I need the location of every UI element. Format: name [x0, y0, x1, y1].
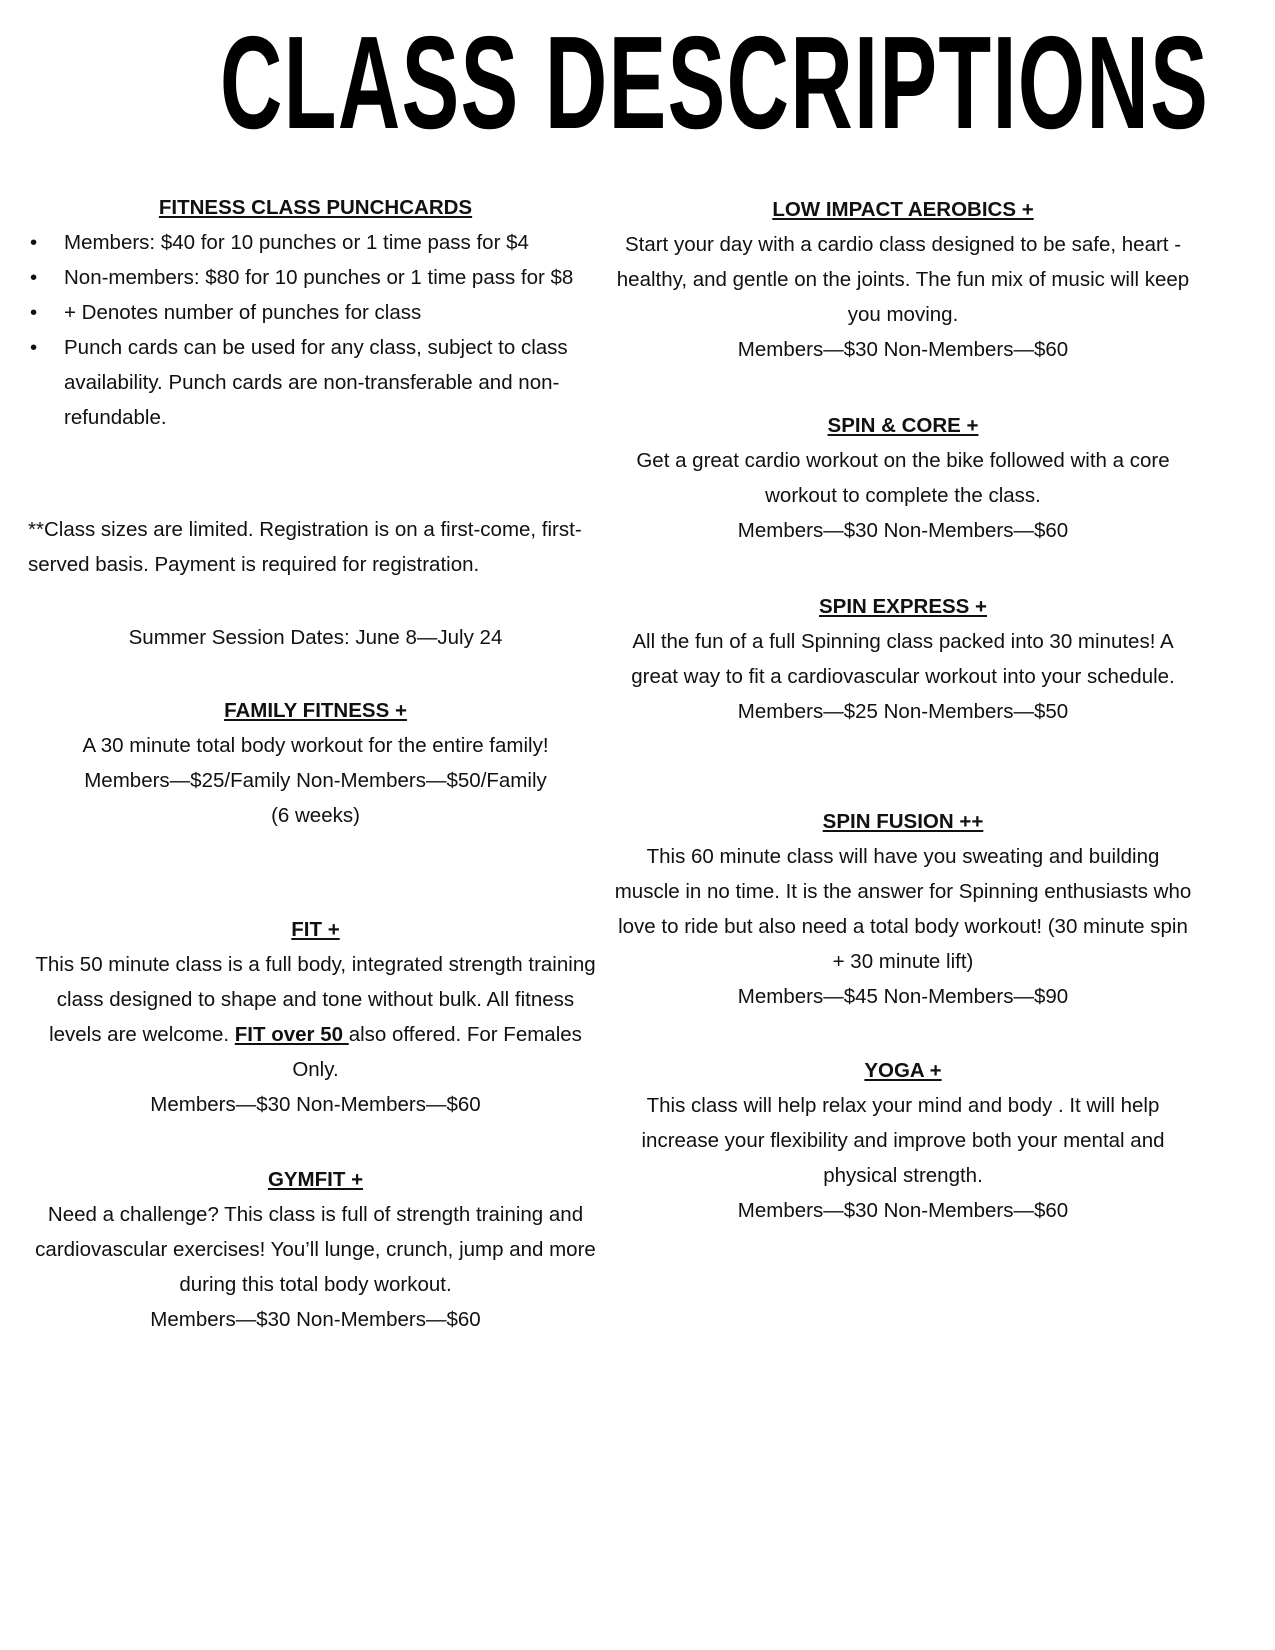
- class-price: Members—$30 Non-Members—$60: [150, 1308, 481, 1331]
- spin-express-section: [612, 589, 1194, 729]
- class-duration: (6 weeks): [271, 804, 360, 827]
- class-price: Members—$30 Non-Members—$60: [737, 519, 1069, 542]
- class-description: This class will help relax your mind and body . It will help increase your flexibility and improve both your mental and physical strength.: [641, 1094, 1165, 1187]
- class-description: Need a challenge? This class is full of strength training and cardiovascular exercises! You’ll lunge, crunch, jump and more during this total body workout.: [35, 1203, 596, 1296]
- class-price: Members—$30 Non-Members—$60: [737, 338, 1069, 361]
- class-description: Start your day with a cardio class designed to be safe, heart -healthy, and gentle on the joints. The fun mix of music will keep you moving.: [616, 233, 1190, 326]
- class-description: All the fun of a full Spinning class packed into 30 minutes! A great way to fit a cardiovascular workout into your schedule.: [631, 630, 1175, 688]
- class-price: Members—$45 Non-Members—$90: [737, 985, 1069, 1008]
- description-text: This 50 minute class is a full body, integrated strength training class designed to shape and tone without bulk. All fitness levels are welcome.: [35, 953, 596, 1046]
- page-title: CLASS DESCRIPTIONS: [219, 9, 1210, 156]
- fit-over-50-text: FIT over 50: [234, 1023, 349, 1046]
- section-heading: SPIN & CORE +: [827, 414, 979, 437]
- low-impact-aerobics-section: [612, 192, 1194, 367]
- class-description: [28, 947, 603, 1087]
- section-heading: LOW IMPACT AEROBICS +: [772, 198, 1034, 221]
- family-fitness-section: [28, 693, 603, 833]
- description-text: also offered. For Females Only.: [292, 1023, 582, 1081]
- session-dates: Summer Session Dates: June 8—July 24: [128, 626, 503, 649]
- yoga-section: [612, 1053, 1194, 1228]
- punchcard-list: [28, 225, 603, 435]
- class-description: Get a great cardio workout on the bike followed with a core workout to complete the class.: [636, 449, 1170, 507]
- section-heading: SPIN FUSION ++: [822, 810, 984, 833]
- class-description: This 60 minute class will have you sweating and building muscle in no time. It is the answer for Spinning enthusiasts who love to ride but also need a total body workout! (30 minute spin + 30 minute lift): [614, 845, 1192, 973]
- list-item: • + Denotes number of punches for class: [28, 295, 603, 330]
- class-price: Members—$30 Non-Members—$60: [150, 1093, 481, 1116]
- spin-fusion-section: [612, 804, 1194, 1014]
- class-price: Members—$25/Family Non-Members—$50/Family: [84, 769, 547, 792]
- class-price: Members—$30 Non-Members—$60: [737, 1199, 1069, 1222]
- gymfit-section: [28, 1162, 603, 1337]
- section-heading: GYMFIT +: [267, 1168, 364, 1191]
- section-heading: YOGA +: [864, 1059, 942, 1082]
- section-heading: FITNESS CLASS PUNCHCARDS: [158, 196, 473, 219]
- list-item: • Non-members: $80 for 10 punches or 1 time pass for $8: [28, 260, 603, 295]
- punchcards-section: [28, 190, 603, 435]
- section-heading: FAMILY FITNESS +: [224, 699, 407, 722]
- fit-section: [28, 912, 603, 1122]
- registration-note: **Class sizes are limited. Registration is on a first-come, first-served basis. Payment is required for registration.: [28, 518, 582, 576]
- class-price: Members—$25 Non-Members—$50: [737, 700, 1069, 723]
- list-item: • Punch cards can be used for any class, subject to class availability. Punch cards are non-transferable and non-refundable.: [28, 330, 603, 435]
- list-item: • Members: $40 for 10 punches or 1 time pass for $4: [28, 225, 603, 260]
- class-description: A 30 minute total body workout for the entire family!: [82, 734, 549, 757]
- section-heading: SPIN EXPRESS +: [818, 595, 988, 618]
- section-heading: FIT +: [291, 918, 340, 941]
- spin-core-section: [612, 408, 1194, 548]
